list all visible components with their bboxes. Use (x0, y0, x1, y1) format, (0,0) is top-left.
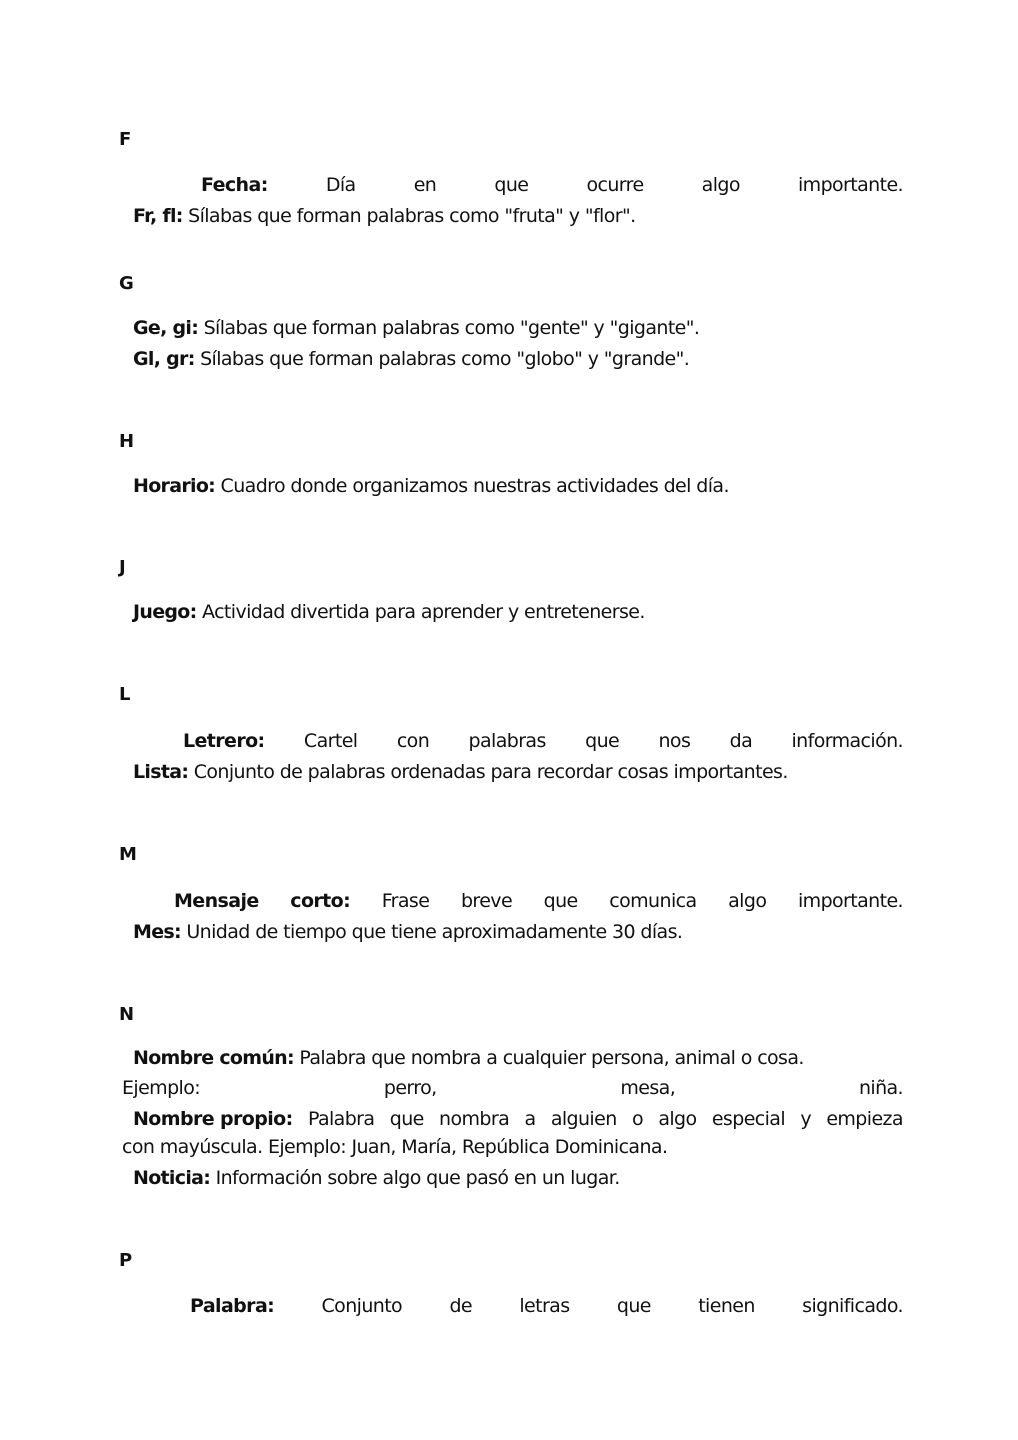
def-word: que (543, 890, 578, 912)
term-juego: Juego: (133, 601, 197, 623)
section-letter-m: M (119, 844, 137, 865)
def-word: importante. (797, 174, 903, 196)
term-mensaje: Mensaje (174, 890, 259, 912)
entry-gl-gr (133, 347, 689, 371)
def-word: que (494, 174, 529, 196)
def-word: de (449, 1295, 472, 1317)
definition: Sílabas que forman palabras como "fruta" y "flor". (188, 205, 636, 227)
term-ge-gi: Ge, gi: (133, 317, 199, 339)
definition: Actividad divertida para aprender y entretenerse. (202, 601, 645, 623)
def-word: da (729, 730, 753, 752)
def-word: Palabra (307, 1108, 375, 1130)
def-word: información. (791, 730, 903, 752)
def-word: a (524, 1108, 536, 1130)
section-letter-f: F (119, 129, 131, 150)
term-palabra: Palabra: (190, 1295, 275, 1317)
def-word: nombra (439, 1108, 510, 1130)
def-word: Conjunto (321, 1295, 403, 1317)
def-word: que (585, 730, 620, 752)
term-fecha: Fecha: (201, 174, 268, 196)
def-word: que (389, 1108, 424, 1130)
def-word: Cartel (303, 730, 358, 752)
entry-fecha (201, 173, 903, 197)
entry-mes (133, 920, 682, 944)
def-word: Día (325, 174, 356, 196)
section-letter-p: P (119, 1250, 132, 1271)
term-lista: Lista: (133, 761, 189, 783)
definition: Sílabas que forman palabras como "globo" y "grande". (200, 348, 690, 370)
def-word: palabras (468, 730, 546, 752)
definition: Unidad de tiempo que tiene aproximadamente 30 días. (186, 921, 683, 943)
definition: Conjunto de palabras ordenadas para recordar cosas importantes. (193, 761, 788, 783)
nombre-propio-continuation: con mayúscula. Ejemplo: Juan, María, República Dominicana. (122, 1136, 668, 1158)
entry-letrero (183, 729, 903, 753)
def-word: importante. (797, 890, 903, 912)
section-letter-j: J (119, 557, 126, 578)
def-word: o (631, 1108, 643, 1130)
definition: Información sobre algo que pasó en un lugar. (215, 1167, 620, 1189)
term-horario: Horario: (133, 475, 216, 497)
entry-nombre-comun (133, 1046, 804, 1070)
example-word: perro, (383, 1077, 437, 1099)
def-word: con (396, 730, 430, 752)
entry-mensaje-corto (174, 889, 903, 913)
def-word: significado. (802, 1295, 903, 1317)
def-word: empieza (826, 1108, 903, 1130)
def-word: comunica (609, 890, 697, 912)
entry-nombre-propio (133, 1107, 903, 1131)
entry-horario (133, 474, 729, 498)
entry-fr-fl (133, 204, 636, 228)
definition: Palabra que nombra a cualquier persona, animal o cosa. (299, 1047, 804, 1069)
def-word: algo (658, 1108, 697, 1130)
section-letter-n: N (119, 1004, 134, 1025)
def-word: tienen (698, 1295, 755, 1317)
term-corto: corto: (290, 890, 351, 912)
example-word: mesa, (620, 1077, 676, 1099)
def-word: alguien (550, 1108, 617, 1130)
def-word: que (616, 1295, 651, 1317)
def-word: algo (701, 174, 740, 196)
example-word: niña. (858, 1077, 903, 1099)
section-letter-h: H (119, 431, 134, 452)
entry-palabra (190, 1294, 903, 1318)
nombre-comun-example (122, 1076, 903, 1100)
def-word: letras (519, 1295, 570, 1317)
term-noticia: Noticia: (133, 1167, 211, 1189)
def-word: en (413, 174, 437, 196)
section-letter-g: G (119, 273, 134, 294)
example-word: Ejemplo: (122, 1077, 201, 1099)
def-word: ocurre (586, 174, 644, 196)
section-letter-l: L (119, 684, 131, 705)
def-word: breve (460, 890, 513, 912)
term-letrero: Letrero: (183, 730, 265, 752)
def-word: nos (658, 730, 691, 752)
definition: Cuadro donde organizamos nuestras actividades del día. (220, 475, 729, 497)
entry-noticia (133, 1166, 620, 1190)
def-word: especial (711, 1108, 786, 1130)
def-word: algo (728, 890, 767, 912)
entry-ge-gi (133, 316, 699, 340)
definition: Sílabas que forman palabras como "gente" y "gigante". (203, 317, 700, 339)
entry-juego (133, 600, 645, 624)
term-fr-fl: Fr, fl: (133, 205, 183, 227)
term-gl-gr: Gl, gr: (133, 348, 195, 370)
term-nombre-propio: Nombre propio: (133, 1108, 293, 1130)
def-word: y (800, 1108, 811, 1130)
term-mes: Mes: (133, 921, 181, 943)
term-nombre-comun: Nombre común: (133, 1047, 294, 1069)
entry-lista (133, 760, 788, 784)
def-word: Frase (381, 890, 430, 912)
